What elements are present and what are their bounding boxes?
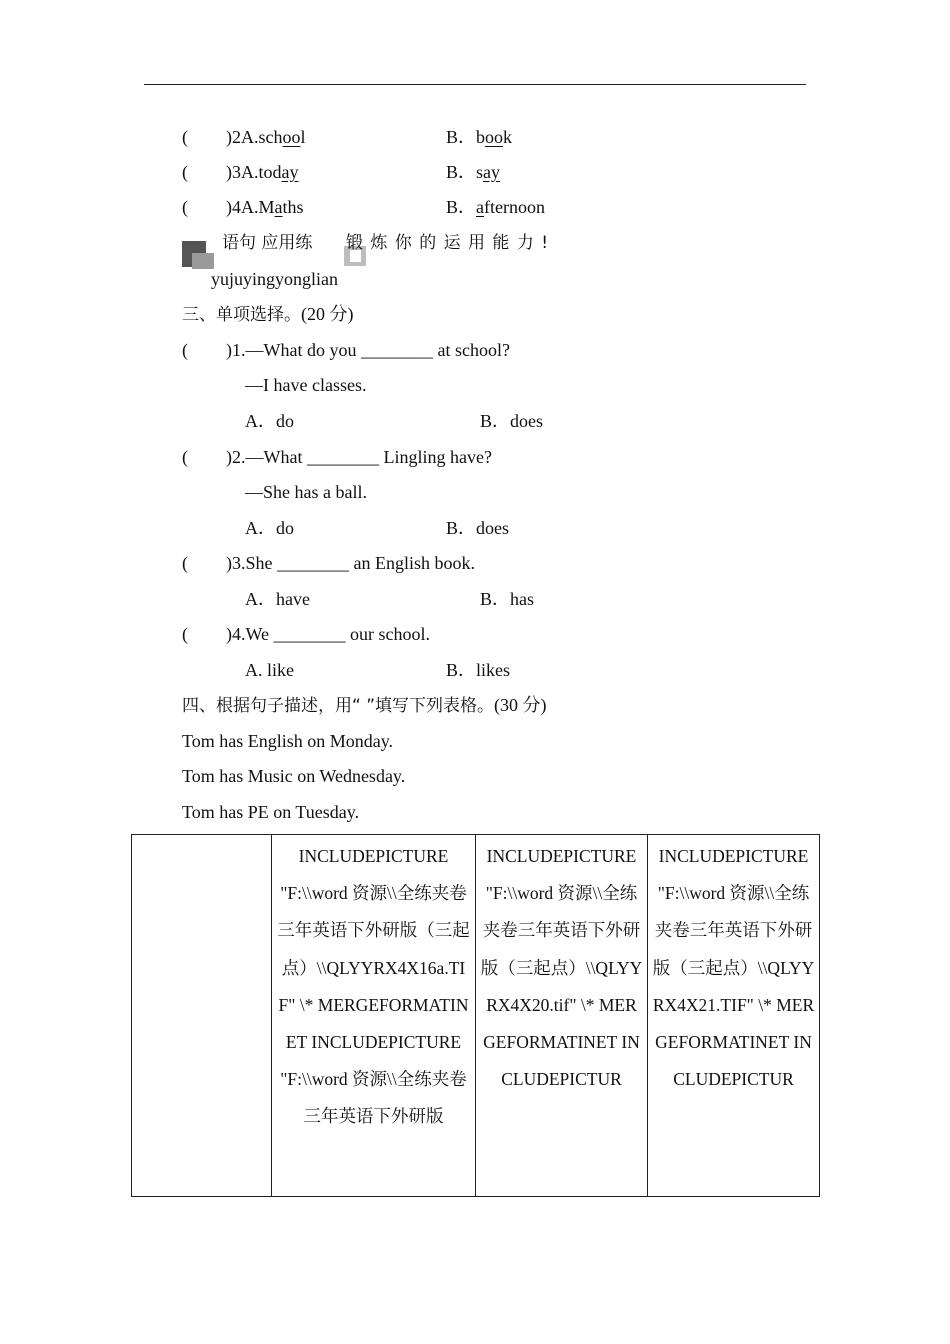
- banner-pinyin: yujuyingyonglian: [211, 269, 338, 289]
- description-sentence: Tom has English on Monday.: [182, 731, 394, 751]
- question-stem: ( )1.—What do you ________ at school?: [182, 340, 510, 360]
- section3-heading: 三、单项选择。(20 分): [182, 304, 354, 325]
- option-b: B．likes: [446, 660, 511, 680]
- question-stem: ( )3.She ________ an English book.: [182, 553, 475, 573]
- table-cell-label: [132, 835, 272, 1197]
- option-a: A．do: [245, 518, 294, 538]
- section4-heading: 四、根据句子描述，用“ ”填写下列表格。(30 分): [182, 695, 547, 716]
- question-answer: —I have classes.: [245, 375, 367, 395]
- pronunciation-option-b: B．book: [446, 127, 513, 147]
- table-cell-picture: INCLUDEPICTURE "F:\\word 资源\\全练夹卷三年英语下外研版（三起点）\\QLYYRX4X20.tif" \* MERGEFORMATINET INCLUDEPICTUR: [476, 835, 648, 1197]
- option-b: B．has: [480, 589, 534, 609]
- description-sentence: Tom has PE on Tuesday.: [182, 802, 360, 822]
- option-b: B．does: [480, 411, 543, 431]
- question-stem: ( )2.—What ________ Lingling have?: [182, 447, 492, 467]
- banner-squares-icon: [182, 239, 216, 271]
- question-stem: ( )4.We ________ our school.: [182, 624, 431, 644]
- option-b: B．does: [446, 518, 509, 538]
- banner-title: 语句 应用练: [222, 233, 313, 253]
- option-a: A．do: [245, 411, 294, 431]
- table-cell-picture: INCLUDEPICTURE "F:\\word 资源\\全练夹卷三年英语下外研版（三起点）\\QLYYRX4X21.TIF" \* MERGEFORMATINET INCLUDEPICTUR: [648, 835, 820, 1197]
- option-a: A．have: [245, 589, 310, 609]
- pronunciation-option-b: B．afternoon: [446, 197, 545, 217]
- description-sentence: Tom has Music on Wednesday.: [182, 766, 406, 786]
- pronunciation-item: ( )4A.Maths: [182, 197, 304, 217]
- pronunciation-item: ( )2A.school: [182, 127, 306, 147]
- banner-slogan: 锻 炼 你 的 运 用 能 力 !: [346, 233, 550, 253]
- header-rule: [144, 84, 806, 85]
- pronunciation-option-b: B．say: [446, 162, 501, 182]
- option-a: A. like: [245, 660, 294, 680]
- question-answer: —She has a ball.: [245, 482, 367, 502]
- table-cell-picture: INCLUDEPICTURE "F:\\word 资源\\全练夹卷三年英语下外研版（三起点）\\QLYYRX4X16a.TIF" \* MERGEFORMATINET INCLUDEPICTURE "F:\\word 资源\\全练夹卷三年英语下外研版: [272, 835, 476, 1197]
- pronunciation-item: ( )3A.today: [182, 162, 299, 182]
- schedule-table: [131, 834, 820, 1197]
